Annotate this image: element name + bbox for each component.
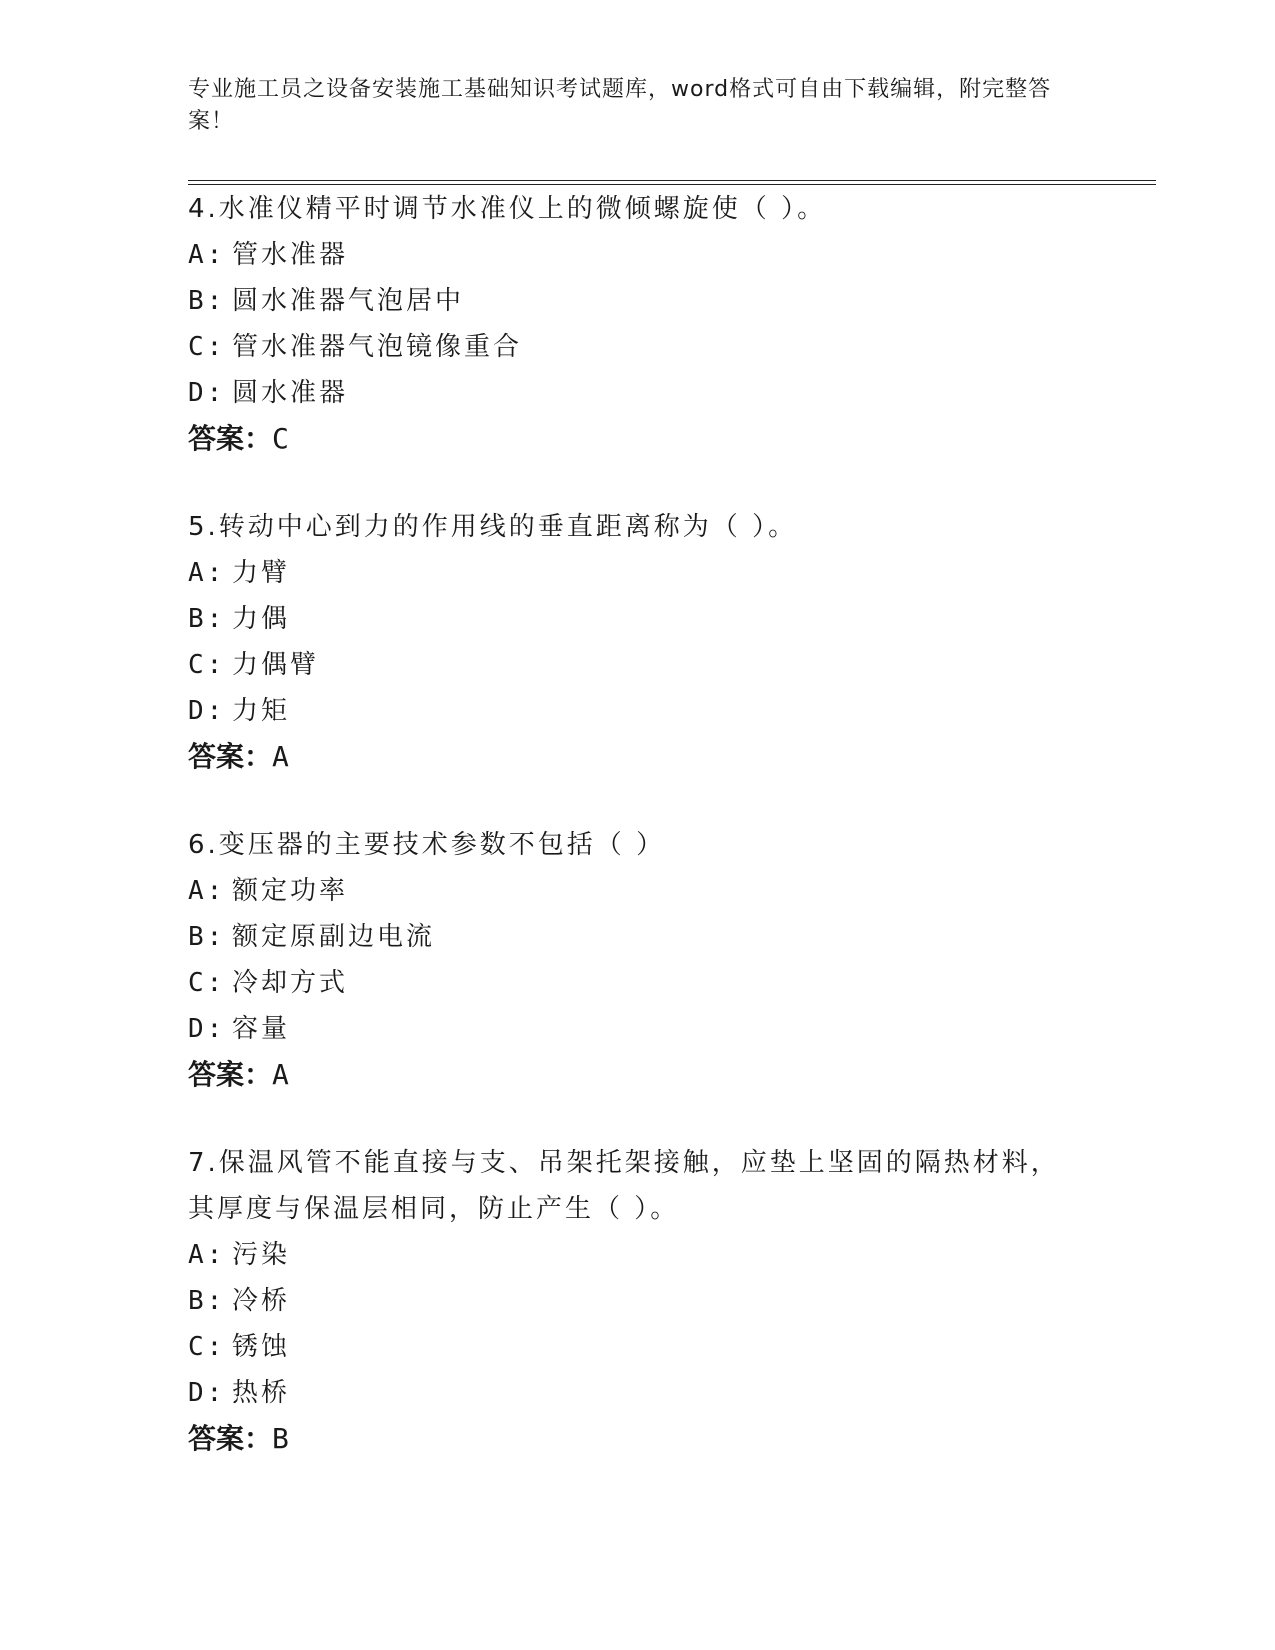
option-letter: D:	[188, 1378, 226, 1408]
option-text: 力偶	[232, 604, 291, 634]
option-text: 容量	[232, 1014, 291, 1044]
option-letter: B:	[188, 922, 226, 952]
question-stem: 4.水准仪精平时调节水准仪上的微倾螺旋使（ ）。	[188, 194, 827, 224]
option-text: 冷桥	[232, 1286, 291, 1316]
question-4	[188, 186, 1088, 462]
option-letter: B:	[188, 1286, 226, 1316]
option-a	[188, 1232, 1088, 1278]
option-letter: B:	[188, 604, 226, 634]
header-divider-top	[188, 180, 1156, 181]
option-text: 冷却方式	[232, 968, 349, 998]
option-letter: A:	[188, 558, 226, 588]
option-text: 力偶臂	[232, 650, 320, 680]
option-d	[188, 1370, 1088, 1416]
option-letter: D:	[188, 696, 226, 726]
option-b	[188, 278, 1088, 324]
option-a	[188, 868, 1088, 914]
option-text: 管水准器气泡镜像重合	[232, 332, 523, 362]
option-letter: A:	[188, 240, 226, 270]
option-text: 额定原副边电流	[232, 922, 436, 952]
option-b	[188, 596, 1088, 642]
question-7	[188, 1140, 1088, 1462]
answer-line	[188, 1416, 1088, 1462]
option-c	[188, 324, 1088, 370]
option-letter: A:	[188, 1240, 226, 1270]
answer-label: 答案：	[188, 422, 273, 455]
option-d	[188, 370, 1088, 416]
answer-line	[188, 416, 1088, 462]
answer-value: C	[272, 422, 289, 455]
answer-line	[188, 734, 1088, 780]
option-c	[188, 642, 1088, 688]
document-header: 专业施工员之设备安装施工基础知识考试题库，word格式可自由下载编辑，附完整答案！	[188, 77, 1052, 134]
question-stem: 5.转动中心到力的作用线的垂直距离称为（ ）。	[188, 512, 798, 542]
option-letter: C:	[188, 1332, 226, 1362]
answer-line	[188, 1052, 1088, 1098]
header-divider-bottom	[188, 184, 1156, 185]
option-c	[188, 1324, 1088, 1370]
question-6	[188, 822, 1088, 1098]
option-text: 污染	[232, 1240, 291, 1270]
option-d	[188, 688, 1088, 734]
answer-value: A	[272, 740, 289, 773]
option-text: 额定功率	[232, 876, 349, 906]
answer-label: 答案：	[188, 1422, 273, 1455]
option-text: 圆水准器气泡居中	[232, 286, 465, 316]
option-d	[188, 1006, 1088, 1052]
option-text: 管水准器	[232, 240, 349, 270]
option-letter: C:	[188, 332, 226, 362]
option-letter: C:	[188, 650, 226, 680]
option-c	[188, 960, 1088, 1006]
option-letter: D:	[188, 1014, 226, 1044]
option-text: 热桥	[232, 1378, 291, 1408]
question-5	[188, 504, 1088, 780]
answer-label: 答案：	[188, 1058, 273, 1091]
option-b	[188, 1278, 1088, 1324]
option-letter: B:	[188, 286, 226, 316]
option-letter: C:	[188, 968, 226, 998]
answer-value: A	[272, 1058, 289, 1091]
option-a	[188, 232, 1088, 278]
option-letter: A:	[188, 876, 226, 906]
answer-value: B	[272, 1422, 289, 1455]
option-a	[188, 550, 1088, 596]
option-b	[188, 914, 1088, 960]
option-text: 力臂	[232, 558, 291, 588]
option-letter: D:	[188, 378, 226, 408]
option-text: 圆水准器	[232, 378, 349, 408]
option-text: 力矩	[232, 696, 291, 726]
question-stem: 6.变压器的主要技术参数不包括（ ）	[188, 830, 666, 860]
question-stem: 7.保温风管不能直接与支、吊架托架接触，应垫上坚固的隔热材料，其厚度与保温层相同，防止产生（ ）。	[188, 1148, 1060, 1224]
answer-label: 答案：	[188, 740, 273, 773]
option-text: 锈蚀	[232, 1332, 291, 1362]
